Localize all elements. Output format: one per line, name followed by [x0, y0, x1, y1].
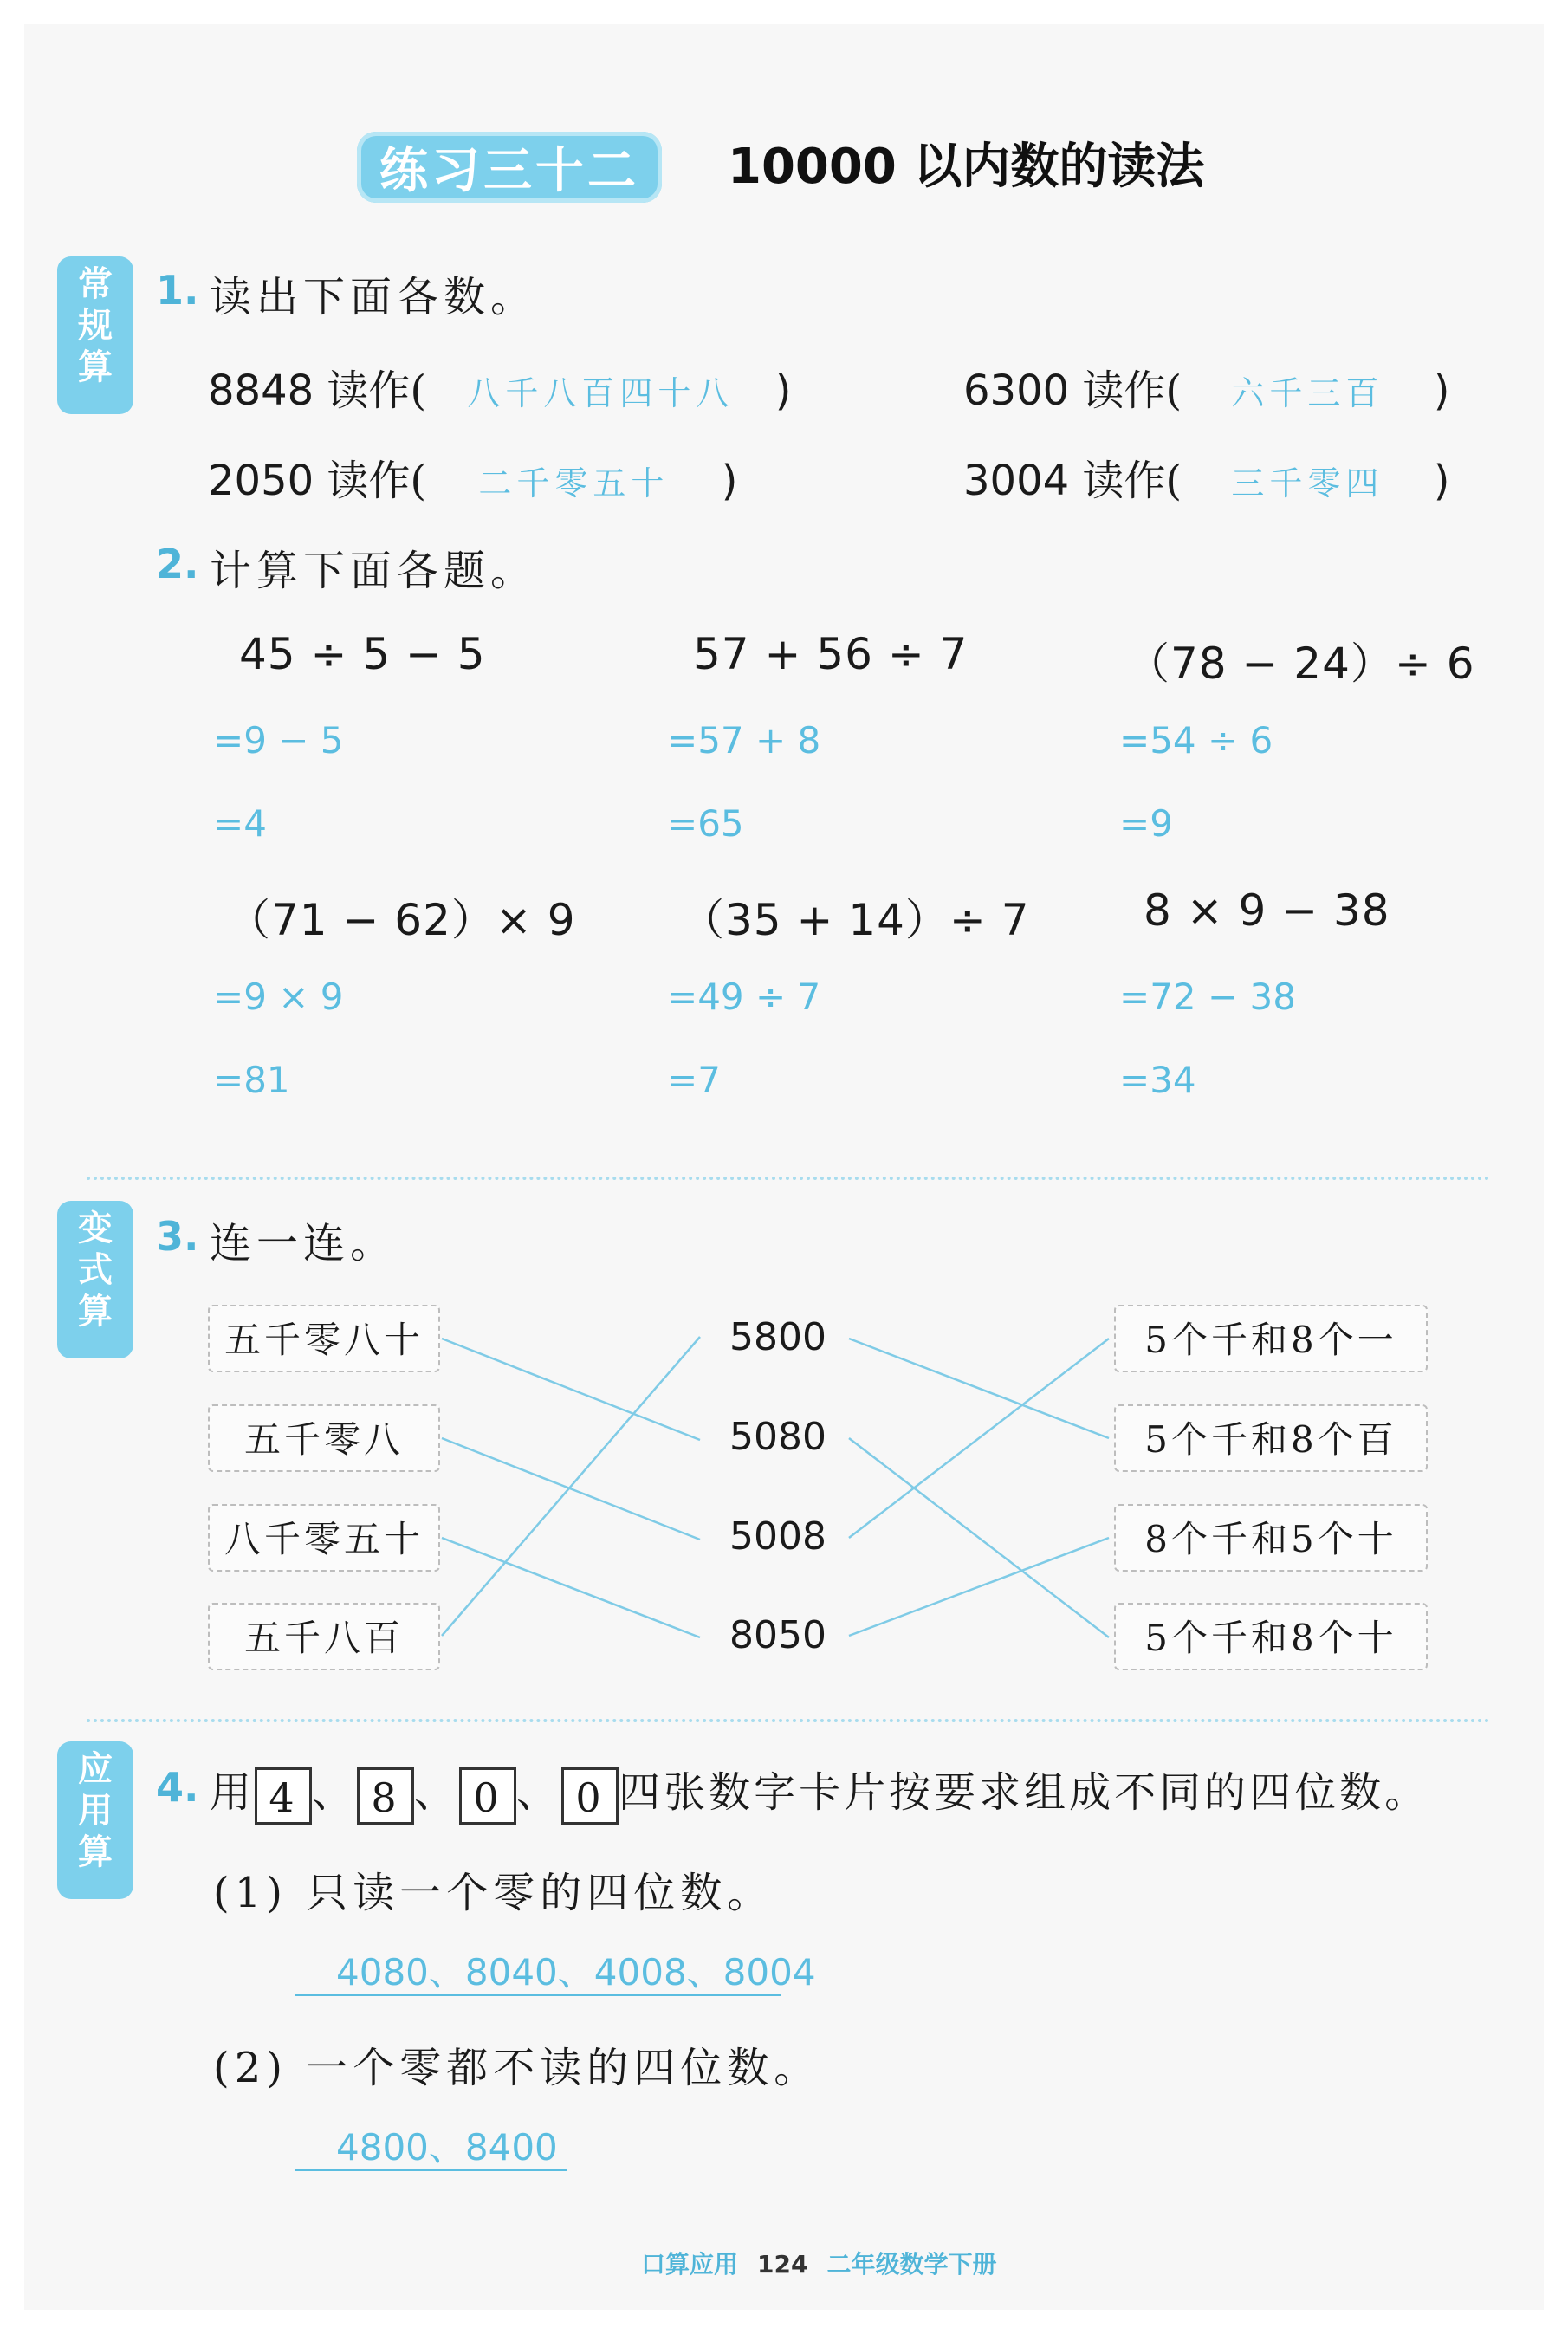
q2-step-4-1: =9 × 9 [213, 976, 344, 1018]
footer-book-name: 口算应用 [641, 2250, 739, 2279]
digit-card-4: 4 [255, 1767, 312, 1825]
q2-expr-2: 57 + 56 ÷ 7 [693, 629, 969, 679]
q2-step-6-1: =72 − 38 [1119, 976, 1296, 1018]
question-2-number: 2. [156, 541, 199, 587]
side-tag-variant: 变 式 算 [57, 1201, 133, 1358]
match-right-4[interactable]: 5个千和8个十 [1114, 1603, 1428, 1670]
q1-item-2: 6300 读作( 六千三百 ) [963, 366, 1450, 415]
match-right-3[interactable]: 8个千和5个十 [1114, 1504, 1428, 1572]
exercise-badge-text: 练习三十二 [379, 143, 639, 199]
q2-expr-1: 45 ÷ 5 − 5 [239, 629, 486, 679]
footer-grade: 二年级数学下册 [826, 2250, 997, 2279]
digit-card-8: 8 [357, 1767, 414, 1825]
q4-sub2-answer: 4800、8400 [336, 2126, 558, 2169]
q2-step-3-2: =9 [1119, 802, 1173, 845]
q2-step-2-1: =57 + 8 [667, 719, 821, 762]
question-2-text: 计算下面各题。 [210, 547, 538, 595]
q2-step-4-2: =81 [213, 1059, 290, 1101]
side-tag-regular: 常 规 算 [57, 256, 133, 414]
q2-step-2-2: =65 [667, 802, 744, 845]
match-left-4[interactable]: 五千八百 [208, 1603, 440, 1670]
section-divider-1 [87, 1177, 1490, 1180]
q2-step-1-2: =4 [213, 802, 267, 845]
match-right-2[interactable]: 5个千和8个百 [1114, 1404, 1428, 1472]
page-number: 124 [757, 2250, 808, 2279]
question-1-text: 读出下面各数。 [210, 273, 538, 321]
match-middle-1[interactable]: 5800 [729, 1315, 826, 1359]
q1-item-3: 2050 读作( 二千零五十 ) [208, 457, 738, 505]
digit-card-0-b: 0 [561, 1767, 619, 1825]
q2-step-6-2: =34 [1119, 1059, 1196, 1101]
question-3-number: 3. [156, 1213, 199, 1260]
q1-item-4: 3004 读作( 三千零四 ) [963, 457, 1450, 505]
match-middle-4[interactable]: 8050 [729, 1613, 826, 1657]
section-divider-2 [87, 1719, 1490, 1722]
exercise-badge [357, 132, 662, 203]
q2-step-5-2: =7 [667, 1059, 721, 1101]
q2-expr-6: 8 × 9 − 38 [1144, 885, 1390, 936]
q2-step-1-1: =9 − 5 [213, 719, 344, 762]
q4-sub1-label: (1) 只读一个零的四位数。 [213, 1869, 774, 1917]
q4-sub1-answer: 4080、8040、4008、8004 [336, 1951, 816, 1994]
match-left-1[interactable]: 五千零八十 [208, 1305, 440, 1372]
q4-sub2-label: (2) 一个零都不读的四位数。 [213, 2044, 821, 2092]
question-4-text: 用 4 、 8 、 0 、 0 四张数字卡片按要求组成不同的四位数。 [210, 1759, 1429, 1825]
q2-expr-3: （78 − 24）÷ 6 [1126, 639, 1475, 689]
q4-sub2-underline [295, 2169, 567, 2171]
q2-expr-4: （71 − 62）× 9 [227, 895, 576, 945]
page-title: 10000 以内数的读法 [728, 139, 1205, 195]
q1-answer-4: 三千零四 [1231, 464, 1384, 502]
q1-item-1: 8848 读作( 八千八百四十八 ) [208, 366, 792, 415]
q2-step-5-1: =49 ÷ 7 [667, 976, 821, 1018]
match-middle-3[interactable]: 5008 [729, 1514, 826, 1559]
side-tag-applied: 应 用 算 [57, 1741, 133, 1899]
q1-answer-2: 六千三百 [1231, 374, 1384, 412]
q1-answer-3: 二千零五十 [478, 464, 670, 502]
q4-sub1-underline [295, 1994, 781, 1996]
question-3-text: 连一连。 [210, 1219, 398, 1267]
q2-expr-5: （35 + 14）÷ 7 [681, 895, 1030, 945]
match-left-3[interactable]: 八千零五十 [208, 1504, 440, 1572]
question-1-number: 1. [156, 267, 199, 314]
question-4-number: 4. [156, 1764, 199, 1811]
page-footer [641, 2246, 996, 2280]
q1-answer-1: 八千八百四十八 [467, 374, 735, 412]
match-right-1[interactable]: 5个千和8个一 [1114, 1305, 1428, 1372]
q2-step-3-1: =54 ÷ 6 [1119, 719, 1273, 762]
match-middle-2[interactable]: 5080 [729, 1415, 826, 1459]
digit-card-0-a: 0 [459, 1767, 516, 1825]
match-left-2[interactable]: 五千零八 [208, 1404, 440, 1472]
